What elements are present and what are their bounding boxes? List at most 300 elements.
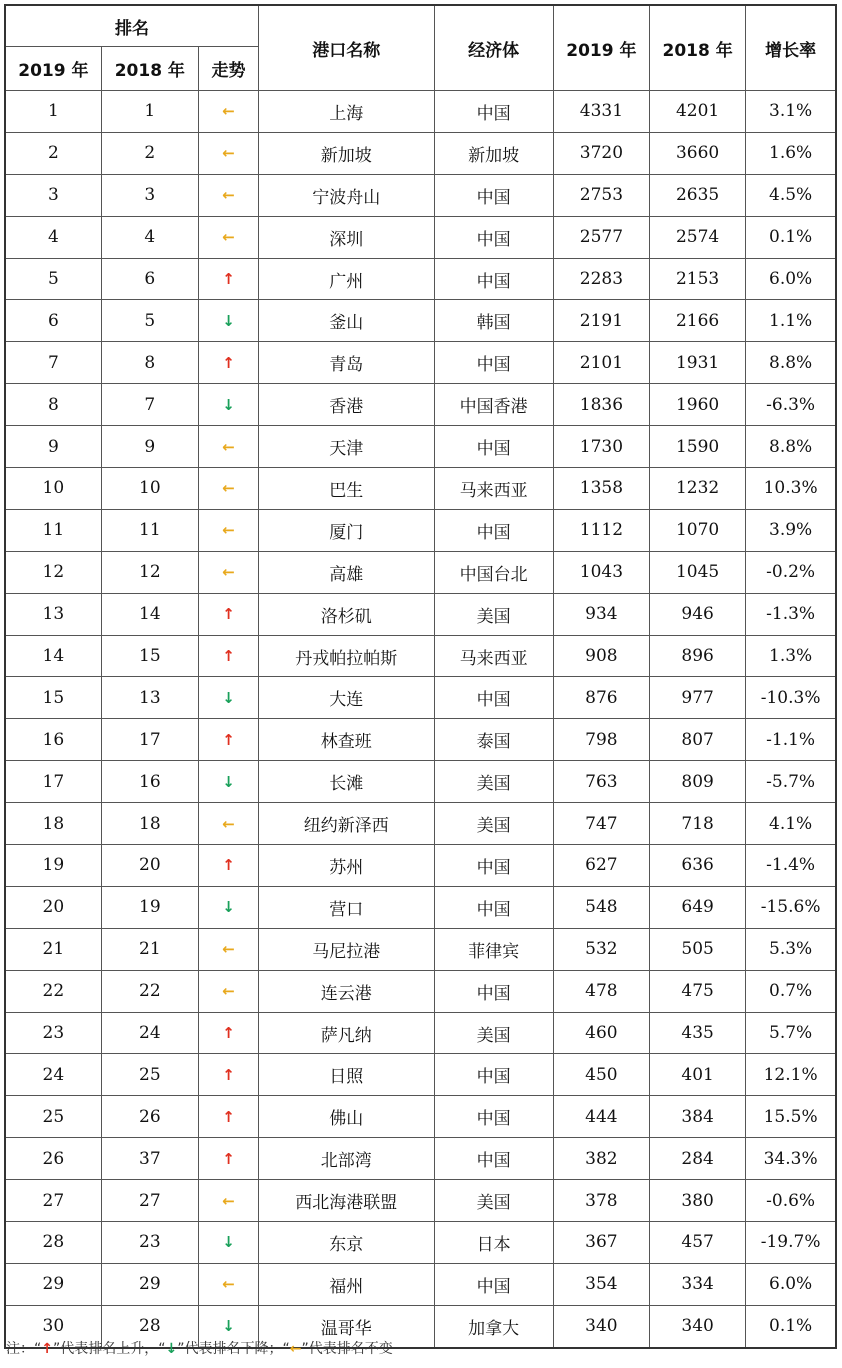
port-name-cell: 厦门 — [259, 509, 434, 551]
up-arrow-icon: ↑ — [222, 856, 235, 875]
trend-cell — [198, 1012, 258, 1054]
up-arrow-icon: ↑ — [222, 353, 235, 372]
port-name-cell: 丹戎帕拉帕斯 — [259, 635, 434, 677]
table-row — [5, 1096, 836, 1138]
rank-2018-cell: 24 — [101, 1012, 198, 1054]
volume-2018-cell: 380 — [650, 1180, 746, 1222]
volume-2019-cell: 450 — [553, 1054, 649, 1096]
economy-cell: 中国 — [434, 677, 553, 719]
up-arrow-icon: ↑ — [222, 1149, 235, 1168]
volume-2019-cell: 908 — [553, 635, 649, 677]
trend-cell — [198, 300, 258, 342]
growth-rate-cell: 10.3% — [746, 468, 836, 510]
rank-2019-cell: 24 — [5, 1054, 101, 1096]
rank-2019-cell: 2 — [5, 132, 101, 174]
note-suffix: ”代表排名不变 — [301, 1341, 393, 1357]
economy-cell: 中国 — [434, 845, 553, 887]
port-name-cell: 东京 — [259, 1222, 434, 1264]
economy-cell: 中国 — [434, 258, 553, 300]
table-row — [5, 928, 836, 970]
rank-2018-cell: 27 — [101, 1180, 198, 1222]
rank-2019-cell: 10 — [5, 468, 101, 510]
economy-cell: 中国 — [434, 970, 553, 1012]
rank-2019-cell: 4 — [5, 216, 101, 258]
table-row — [5, 677, 836, 719]
rank-2018-cell: 4 — [101, 216, 198, 258]
rank-2018-cell: 3 — [101, 174, 198, 216]
volume-2019-cell: 2101 — [553, 342, 649, 384]
rank-2019-cell: 8 — [5, 384, 101, 426]
rank-2018-cell: 2 — [101, 132, 198, 174]
table-row — [5, 1054, 836, 1096]
volume-2018-cell: 1045 — [650, 551, 746, 593]
volume-2018-cell: 475 — [650, 970, 746, 1012]
table-row — [5, 468, 836, 510]
volume-2019-cell: 2753 — [553, 174, 649, 216]
economy-cell: 中国 — [434, 509, 553, 551]
trend-cell — [198, 635, 258, 677]
growth-rate-cell: 3.9% — [746, 509, 836, 551]
port-name-cell: 新加坡 — [259, 132, 434, 174]
up-arrow-icon: ↑ — [222, 1107, 235, 1126]
port-name-cell: 苏州 — [259, 845, 434, 887]
volume-2019-cell: 340 — [553, 1305, 649, 1347]
growth-rate-cell: 8.8% — [746, 342, 836, 384]
volume-2019-cell: 367 — [553, 1222, 649, 1264]
volume-2019-cell: 3720 — [553, 132, 649, 174]
trend-cell — [198, 1180, 258, 1222]
volume-2018-cell: 649 — [650, 886, 746, 928]
volume-2018-cell: 2574 — [650, 216, 746, 258]
trend-cell — [198, 803, 258, 845]
table-body — [5, 91, 836, 1348]
economy-cell: 中国 — [434, 1263, 553, 1305]
trend-cell — [198, 928, 258, 970]
down-arrow-icon: ↓ — [222, 311, 235, 330]
trend-cell — [198, 258, 258, 300]
rank-2019-cell: 6 — [5, 300, 101, 342]
table-row — [5, 886, 836, 928]
rank-2019-cell: 30 — [5, 1305, 101, 1347]
volume-2018-cell: 809 — [650, 761, 746, 803]
rank-2018-cell: 19 — [101, 886, 198, 928]
economy-cell: 美国 — [434, 1012, 553, 1054]
economy-cell: 泰国 — [434, 719, 553, 761]
volume-2019-cell: 478 — [553, 970, 649, 1012]
economy-cell: 韩国 — [434, 300, 553, 342]
left-arrow-icon: ← — [289, 1341, 302, 1357]
economy-cell: 中国 — [434, 1096, 553, 1138]
left-arrow-icon: ← — [222, 186, 235, 205]
trend-cell — [198, 1138, 258, 1180]
rank-2019-cell: 3 — [5, 174, 101, 216]
growth-rate-cell: 0.1% — [746, 1305, 836, 1347]
rank-2018-cell: 29 — [101, 1263, 198, 1305]
growth-rate-cell: -0.2% — [746, 551, 836, 593]
rank-2019-cell: 9 — [5, 426, 101, 468]
up-arrow-icon: ↑ — [222, 647, 235, 666]
volume-2018-cell: 2635 — [650, 174, 746, 216]
down-arrow-icon: ↓ — [222, 772, 235, 791]
rank-2019-cell: 28 — [5, 1222, 101, 1264]
table-row — [5, 551, 836, 593]
trend-cell — [198, 468, 258, 510]
economy-cell: 马来西亚 — [434, 635, 553, 677]
port-name-cell: 高雄 — [259, 551, 434, 593]
rank-2019-cell: 29 — [5, 1263, 101, 1305]
trend-cell — [198, 761, 258, 803]
volume-2019-cell: 532 — [553, 928, 649, 970]
growth-rate-cell: 1.6% — [746, 132, 836, 174]
volume-2019-cell: 1043 — [553, 551, 649, 593]
table-row — [5, 845, 836, 887]
port-name-cell: 天津 — [259, 426, 434, 468]
up-arrow-icon: ↑ — [222, 605, 235, 624]
down-arrow-icon: ↓ — [165, 1341, 178, 1357]
economy-cell: 马来西亚 — [434, 468, 553, 510]
rank-2019-cell: 14 — [5, 635, 101, 677]
table-row — [5, 1138, 836, 1180]
rank-2019-cell: 21 — [5, 928, 101, 970]
growth-rate-cell: -10.3% — [746, 677, 836, 719]
growth-rate-cell: -19.7% — [746, 1222, 836, 1264]
volume-2018-cell: 977 — [650, 677, 746, 719]
economy-cell: 加拿大 — [434, 1305, 553, 1347]
economy-cell: 菲律宾 — [434, 928, 553, 970]
rank-2019-cell: 13 — [5, 593, 101, 635]
rank-2018-header: 2018 年 — [101, 47, 198, 91]
economy-cell: 中国香港 — [434, 384, 553, 426]
rank-2018-cell: 9 — [101, 426, 198, 468]
left-arrow-icon: ← — [222, 1191, 235, 1210]
port-name-header: 港口名称 — [259, 5, 434, 91]
rank-2019-cell: 15 — [5, 677, 101, 719]
volume-2019-cell: 2577 — [553, 216, 649, 258]
economy-cell: 中国 — [434, 91, 553, 133]
port-name-cell: 西北海港联盟 — [259, 1180, 434, 1222]
table-row — [5, 342, 836, 384]
rank-2019-cell: 11 — [5, 509, 101, 551]
volume-2018-cell: 435 — [650, 1012, 746, 1054]
growth-rate-cell: -6.3% — [746, 384, 836, 426]
volume-2019-cell: 382 — [553, 1138, 649, 1180]
table-row — [5, 1180, 836, 1222]
economy-cell: 中国 — [434, 174, 553, 216]
rank-2019-cell: 5 — [5, 258, 101, 300]
volume-2018-cell: 718 — [650, 803, 746, 845]
rank-2019-cell: 20 — [5, 886, 101, 928]
volume-2019-cell: 763 — [553, 761, 649, 803]
volume-2019-cell: 4331 — [553, 91, 649, 133]
volume-2018-cell: 636 — [650, 845, 746, 887]
table-row — [5, 216, 836, 258]
port-name-cell: 青岛 — [259, 342, 434, 384]
volume-2019-cell: 1112 — [553, 509, 649, 551]
rank-2018-cell: 13 — [101, 677, 198, 719]
volume-2019-cell: 378 — [553, 1180, 649, 1222]
growth-rate-cell: -15.6% — [746, 886, 836, 928]
trend-cell — [198, 1096, 258, 1138]
rank-2019-cell: 27 — [5, 1180, 101, 1222]
volume-2019-cell: 2191 — [553, 300, 649, 342]
rank-2018-cell: 20 — [101, 845, 198, 887]
volume-2019-header: 2019 年 — [553, 5, 649, 91]
up-arrow-icon: ↑ — [222, 730, 235, 749]
port-name-cell: 林查班 — [259, 719, 434, 761]
volume-2019-cell: 934 — [553, 593, 649, 635]
volume-2018-cell: 1232 — [650, 468, 746, 510]
rank-2018-cell: 15 — [101, 635, 198, 677]
rank-2019-cell: 17 — [5, 761, 101, 803]
left-arrow-icon: ← — [222, 102, 235, 121]
economy-cell: 美国 — [434, 593, 553, 635]
legend-note — [6, 1338, 393, 1358]
down-arrow-icon: ↓ — [222, 395, 235, 414]
volume-2018-cell: 384 — [650, 1096, 746, 1138]
economy-cell: 日本 — [434, 1222, 553, 1264]
trend-cell — [198, 509, 258, 551]
trend-cell — [198, 132, 258, 174]
rank-2018-cell: 11 — [101, 509, 198, 551]
volume-2019-cell: 627 — [553, 845, 649, 887]
growth-rate-cell: -1.3% — [746, 593, 836, 635]
rank-2019-cell: 1 — [5, 91, 101, 133]
volume-2018-cell: 1070 — [650, 509, 746, 551]
trend-cell — [198, 886, 258, 928]
rank-2018-cell: 28 — [101, 1305, 198, 1347]
volume-2018-cell: 2153 — [650, 258, 746, 300]
growth-rate-cell: 6.0% — [746, 258, 836, 300]
trend-header: 走势 — [198, 47, 258, 91]
up-arrow-icon: ↑ — [222, 1024, 235, 1043]
volume-2018-cell: 4201 — [650, 91, 746, 133]
rank-2018-cell: 17 — [101, 719, 198, 761]
port-name-cell: 广州 — [259, 258, 434, 300]
economy-cell: 中国台北 — [434, 551, 553, 593]
volume-2019-cell: 876 — [553, 677, 649, 719]
left-arrow-icon: ← — [222, 479, 235, 498]
rank-2018-cell: 14 — [101, 593, 198, 635]
trend-cell — [198, 342, 258, 384]
up-arrow-icon: ↑ — [222, 270, 235, 288]
trend-cell — [198, 551, 258, 593]
rank-2018-cell: 8 — [101, 342, 198, 384]
table-row — [5, 258, 836, 300]
growth-rate-cell: 3.1% — [746, 91, 836, 133]
port-name-cell: 北部湾 — [259, 1138, 434, 1180]
growth-rate-cell: 15.5% — [746, 1096, 836, 1138]
growth-rate-cell: 5.7% — [746, 1012, 836, 1054]
table-row — [5, 174, 836, 216]
table-row — [5, 803, 836, 845]
rank-2018-cell: 18 — [101, 803, 198, 845]
rank-2019-cell: 16 — [5, 719, 101, 761]
rank-header: 排名 — [5, 5, 259, 47]
trend-cell — [198, 719, 258, 761]
volume-2019-cell: 460 — [553, 1012, 649, 1054]
volume-2019-cell: 798 — [553, 719, 649, 761]
trend-cell — [198, 91, 258, 133]
trend-cell — [198, 845, 258, 887]
left-arrow-icon: ← — [222, 814, 235, 833]
growth-rate-cell: 0.7% — [746, 970, 836, 1012]
table-row — [5, 509, 836, 551]
port-name-cell: 宁波舟山 — [259, 174, 434, 216]
left-arrow-icon: ← — [222, 563, 235, 582]
left-arrow-icon: ← — [222, 940, 235, 959]
port-name-cell: 釜山 — [259, 300, 434, 342]
note-mid1: ”代表排名上升，“ — [53, 1341, 166, 1357]
down-arrow-icon: ↓ — [222, 898, 235, 917]
volume-2018-cell: 2166 — [650, 300, 746, 342]
economy-cell: 美国 — [434, 803, 553, 845]
port-name-cell: 佛山 — [259, 1096, 434, 1138]
economy-cell: 新加坡 — [434, 132, 553, 174]
rank-2019-cell: 19 — [5, 845, 101, 887]
volume-2018-cell: 3660 — [650, 132, 746, 174]
table-row — [5, 970, 836, 1012]
growth-rate-cell: 5.3% — [746, 928, 836, 970]
table-row — [5, 91, 836, 133]
left-arrow-icon: ← — [222, 1275, 235, 1294]
growth-rate-cell: 4.1% — [746, 803, 836, 845]
growth-rate-cell: 34.3% — [746, 1138, 836, 1180]
table-row — [5, 719, 836, 761]
port-name-cell: 长滩 — [259, 761, 434, 803]
left-arrow-icon: ← — [222, 521, 235, 540]
up-arrow-icon: ↑ — [41, 1341, 53, 1357]
rank-2018-cell: 16 — [101, 761, 198, 803]
growth-rate-cell: 12.1% — [746, 1054, 836, 1096]
port-name-cell: 温哥华 — [259, 1305, 434, 1347]
volume-2019-cell: 354 — [553, 1263, 649, 1305]
trend-cell — [198, 174, 258, 216]
rank-2019-cell: 22 — [5, 970, 101, 1012]
left-arrow-icon: ← — [222, 144, 235, 163]
rank-2018-cell: 7 — [101, 384, 198, 426]
growth-rate-cell: -0.6% — [746, 1180, 836, 1222]
table-row — [5, 593, 836, 635]
rank-2019-cell: 25 — [5, 1096, 101, 1138]
port-name-cell: 洛杉矶 — [259, 593, 434, 635]
trend-cell — [198, 216, 258, 258]
volume-2018-cell: 1960 — [650, 384, 746, 426]
volume-2019-cell: 1836 — [553, 384, 649, 426]
growth-rate-cell: -1.4% — [746, 845, 836, 887]
growth-rate-header: 增长率 — [746, 5, 836, 91]
rank-2018-cell: 37 — [101, 1138, 198, 1180]
growth-rate-cell: -5.7% — [746, 761, 836, 803]
down-arrow-icon: ↓ — [222, 1317, 235, 1336]
table-row — [5, 384, 836, 426]
volume-2018-cell: 896 — [650, 635, 746, 677]
growth-rate-cell: 1.1% — [746, 300, 836, 342]
left-arrow-icon: ← — [222, 228, 235, 247]
rank-2018-cell: 12 — [101, 551, 198, 593]
rank-2019-cell: 18 — [5, 803, 101, 845]
growth-rate-cell: -1.1% — [746, 719, 836, 761]
up-arrow-icon: ↑ — [222, 1065, 235, 1084]
volume-2018-cell: 457 — [650, 1222, 746, 1264]
economy-cell: 中国 — [434, 1138, 553, 1180]
growth-rate-cell: 1.3% — [746, 635, 836, 677]
port-name-cell: 深圳 — [259, 216, 434, 258]
down-arrow-icon: ↓ — [222, 1233, 235, 1252]
growth-rate-cell: 4.5% — [746, 174, 836, 216]
volume-2018-cell: 334 — [650, 1263, 746, 1305]
economy-cell: 中国 — [434, 1054, 553, 1096]
table-row — [5, 635, 836, 677]
volume-2018-cell: 946 — [650, 593, 746, 635]
trend-cell — [198, 426, 258, 468]
rank-2019-cell: 12 — [5, 551, 101, 593]
volume-2018-cell: 1931 — [650, 342, 746, 384]
table-row — [5, 1012, 836, 1054]
table-row — [5, 300, 836, 342]
rank-2018-cell: 1 — [101, 91, 198, 133]
economy-cell: 美国 — [434, 1180, 553, 1222]
rank-2019-header: 2019 年 — [5, 47, 101, 91]
growth-rate-cell: 6.0% — [746, 1263, 836, 1305]
economy-cell: 中国 — [434, 886, 553, 928]
port-name-cell: 马尼拉港 — [259, 928, 434, 970]
rank-2019-cell: 26 — [5, 1138, 101, 1180]
trend-cell — [198, 1054, 258, 1096]
port-name-cell: 大连 — [259, 677, 434, 719]
growth-rate-cell: 0.1% — [746, 216, 836, 258]
port-name-cell: 福州 — [259, 1263, 434, 1305]
trend-cell — [198, 384, 258, 426]
left-arrow-icon: ← — [222, 982, 235, 1001]
table-row — [5, 426, 836, 468]
economy-cell: 中国 — [434, 216, 553, 258]
volume-2018-cell: 1590 — [650, 426, 746, 468]
rank-2019-cell: 23 — [5, 1012, 101, 1054]
note-prefix: 注：“ — [6, 1341, 42, 1357]
table-row — [5, 1222, 836, 1264]
rank-2018-cell: 21 — [101, 928, 198, 970]
port-name-cell: 萨凡纳 — [259, 1012, 434, 1054]
left-arrow-icon: ← — [222, 437, 235, 456]
port-name-cell: 营口 — [259, 886, 434, 928]
volume-2018-header: 2018 年 — [650, 5, 746, 91]
trend-cell — [198, 593, 258, 635]
trend-cell — [198, 1263, 258, 1305]
port-name-cell: 上海 — [259, 91, 434, 133]
volume-2019-cell: 444 — [553, 1096, 649, 1138]
rank-2018-cell: 10 — [101, 468, 198, 510]
note-mid2: ”代表排名下降；“ — [177, 1341, 290, 1357]
port-name-cell: 日照 — [259, 1054, 434, 1096]
table-row — [5, 761, 836, 803]
rank-2019-cell: 7 — [5, 342, 101, 384]
volume-2019-cell: 747 — [553, 803, 649, 845]
port-name-cell: 连云港 — [259, 970, 434, 1012]
port-name-cell: 巴生 — [259, 468, 434, 510]
trend-cell — [198, 1222, 258, 1264]
port-name-cell: 纽约新泽西 — [259, 803, 434, 845]
volume-2018-cell: 284 — [650, 1138, 746, 1180]
volume-2019-cell: 2283 — [553, 258, 649, 300]
volume-2019-cell: 548 — [553, 886, 649, 928]
volume-2018-cell: 340 — [650, 1305, 746, 1347]
down-arrow-icon: ↓ — [222, 688, 235, 707]
economy-cell: 中国 — [434, 342, 553, 384]
trend-cell — [198, 970, 258, 1012]
volume-2018-cell: 505 — [650, 928, 746, 970]
economy-cell: 中国 — [434, 426, 553, 468]
table-row — [5, 132, 836, 174]
